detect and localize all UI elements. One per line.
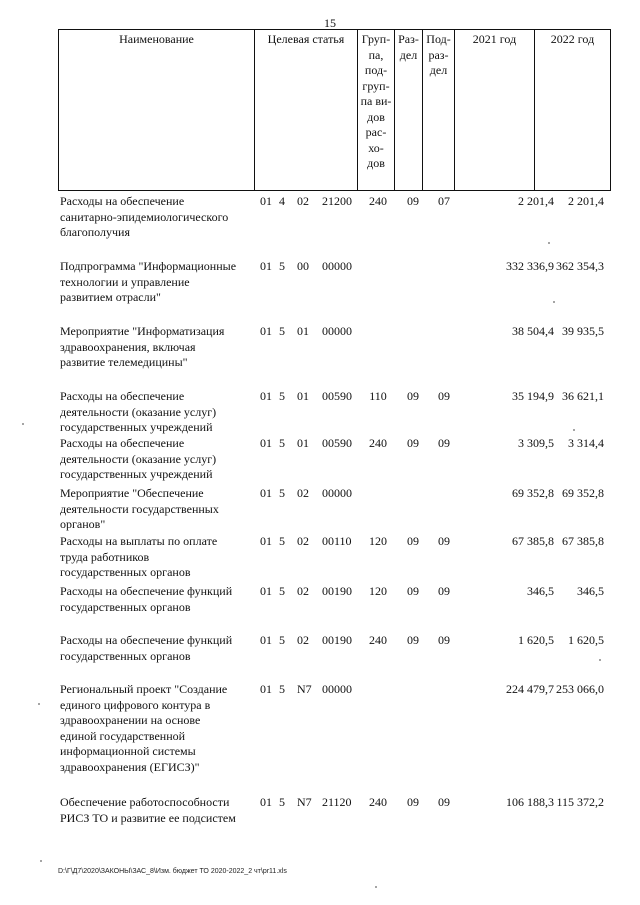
- row-section: 09: [407, 795, 419, 809]
- header-name: Наименование: [59, 30, 255, 191]
- scan-speck: [40, 860, 42, 862]
- row-target-4: 00000: [322, 259, 352, 273]
- row-section: 09: [407, 534, 419, 548]
- row-target-3: 01: [297, 436, 309, 450]
- row-target-4: 00190: [322, 633, 352, 647]
- row-subsection: 09: [438, 584, 450, 598]
- row-2022: 39 935,5: [562, 324, 604, 338]
- row-target-2: 5: [279, 259, 285, 273]
- row-target-1: 01: [260, 534, 272, 548]
- row-name: Расходы на обеспечение функций государственных органов: [60, 584, 233, 614]
- row-subsection: 09: [438, 633, 450, 647]
- row-2021: 35 194,9: [512, 389, 554, 403]
- row-2021: 2 201,4: [518, 194, 554, 208]
- row-group: 120: [369, 584, 387, 598]
- row-name: Расходы на обеспечение деятельности (оказание услуг) государственных учреждений: [60, 389, 217, 434]
- row-subsection: 09: [438, 436, 450, 450]
- row-group: 240: [369, 633, 387, 647]
- file-path-footer: D:\Г\Д7\2020\ЗАКОНЫ\ЗАС_8\Изм. бюджет ТО 2020-2022_2 чт\pr11.xls: [58, 868, 287, 875]
- row-2021: 332 336,9: [506, 259, 554, 273]
- row-target-2: 5: [279, 682, 285, 696]
- row-target-1: 01: [260, 194, 272, 208]
- scan-speck: [22, 423, 24, 425]
- row-target-1: 01: [260, 584, 272, 598]
- row-2022: 1 620,5: [568, 633, 604, 647]
- row-group: 240: [369, 436, 387, 450]
- row-group: 120: [369, 534, 387, 548]
- row-target-3: 02: [297, 194, 309, 208]
- row-2021: 1 620,5: [518, 633, 554, 647]
- header-section: Раз- дел: [395, 30, 423, 191]
- row-2021: 69 352,8: [512, 486, 554, 500]
- row-target-2: 5: [279, 633, 285, 647]
- row-target-3: 02: [297, 534, 309, 548]
- row-target-2: 5: [279, 389, 285, 403]
- row-2022: 346,5: [577, 584, 604, 598]
- row-name: Подпрограмма "Информационные технологии и управление развитием отрасли": [60, 259, 237, 304]
- row-2021: 3 309,5: [518, 436, 554, 450]
- row-target-4: 21120: [322, 795, 352, 809]
- row-target-4: 00590: [322, 436, 352, 450]
- row-target-4: 00110: [322, 534, 352, 548]
- row-name: Расходы на выплаты по оплате труда работников государственных органов: [60, 534, 218, 579]
- row-name: Мероприятие "Информатизация здравоохранения, включая развитие телемедицины": [60, 324, 225, 369]
- header-target-article: Целевая статья: [255, 30, 358, 191]
- row-target-2: 5: [279, 436, 285, 450]
- row-name: Расходы на обеспечение санитарно-эпидемиологического благополучия: [60, 194, 229, 239]
- row-target-3: 00: [297, 259, 309, 273]
- row-target-2: 5: [279, 795, 285, 809]
- row-group: 110: [369, 389, 387, 403]
- row-section: 09: [407, 389, 419, 403]
- header-year-2021: 2021 год: [455, 30, 535, 191]
- row-target-1: 01: [260, 389, 272, 403]
- row-subsection: 09: [438, 534, 450, 548]
- row-2021: 38 504,4: [512, 324, 554, 338]
- row-target-1: 01: [260, 633, 272, 647]
- row-target-1: 01: [260, 436, 272, 450]
- row-target-4: 00000: [322, 486, 352, 500]
- row-target-2: 4: [279, 194, 285, 208]
- row-name: Обеспечение работоспособности РИСЗ ТО и развитие ее подсистем: [60, 795, 236, 825]
- row-target-4: 00000: [322, 682, 352, 696]
- table-header: [58, 29, 611, 191]
- row-target-2: 5: [279, 534, 285, 548]
- row-target-3: 01: [297, 389, 309, 403]
- row-subsection: 09: [438, 389, 450, 403]
- row-target-3: N7: [297, 795, 312, 809]
- scan-speck: [599, 659, 601, 661]
- row-2022: 2 201,4: [568, 194, 604, 208]
- header-group: Груп- па, под- груп- па ви- дов рас- хо- дов: [358, 30, 395, 191]
- row-section: 09: [407, 194, 419, 208]
- row-target-4: 21200: [322, 194, 352, 208]
- row-2022: 253 066,0: [556, 682, 604, 696]
- row-target-1: 01: [260, 324, 272, 338]
- scan-speck: [553, 301, 555, 303]
- row-2021: 224 479,7: [506, 682, 554, 696]
- row-target-3: 02: [297, 486, 309, 500]
- scan-speck: [573, 429, 575, 431]
- row-name: Расходы на обеспечение деятельности (оказание услуг) государственных учреждений: [60, 436, 217, 481]
- row-2022: 69 352,8: [562, 486, 604, 500]
- row-target-3: N7: [297, 682, 312, 696]
- row-subsection: 07: [438, 194, 450, 208]
- row-name: Региональный проект "Создание единого цифрового контура в здравоохранении на основе единой государственной информационной системы здравоохранения (ЕГИСЗ)": [60, 682, 228, 774]
- row-target-2: 5: [279, 584, 285, 598]
- row-target-4: 00000: [322, 324, 352, 338]
- row-2022: 362 354,3: [556, 259, 604, 273]
- row-section: 09: [407, 584, 419, 598]
- row-target-4: 00590: [322, 389, 352, 403]
- row-target-3: 02: [297, 633, 309, 647]
- row-2022: 3 314,4: [568, 436, 604, 450]
- row-name: Мероприятие "Обеспечение деятельности государственных органов": [60, 486, 219, 531]
- scan-speck: [375, 886, 377, 888]
- scan-speck: [38, 703, 40, 705]
- row-group: 240: [369, 194, 387, 208]
- row-2021: 67 385,8: [512, 534, 554, 548]
- row-name: Расходы на обеспечение функций государственных органов: [60, 633, 233, 663]
- row-subsection: 09: [438, 795, 450, 809]
- row-section: 09: [407, 633, 419, 647]
- row-target-4: 00190: [322, 584, 352, 598]
- row-2022: 67 385,8: [562, 534, 604, 548]
- row-target-2: 5: [279, 486, 285, 500]
- row-2022: 36 621,1: [562, 389, 604, 403]
- row-2022: 115 372,2: [556, 795, 604, 809]
- row-target-3: 01: [297, 324, 309, 338]
- row-group: 240: [369, 795, 387, 809]
- row-2021: 106 188,3: [506, 795, 554, 809]
- row-target-1: 01: [260, 486, 272, 500]
- row-target-1: 01: [260, 682, 272, 696]
- header-subsection: Под- раз- дел: [423, 30, 455, 191]
- header-year-2022: 2022 год: [535, 30, 611, 191]
- scan-speck: [548, 242, 550, 244]
- row-section: 09: [407, 436, 419, 450]
- row-target-2: 5: [279, 324, 285, 338]
- row-target-1: 01: [260, 259, 272, 273]
- row-2021: 346,5: [527, 584, 554, 598]
- row-target-1: 01: [260, 795, 272, 809]
- page-number: 15: [324, 16, 336, 30]
- row-target-3: 02: [297, 584, 309, 598]
